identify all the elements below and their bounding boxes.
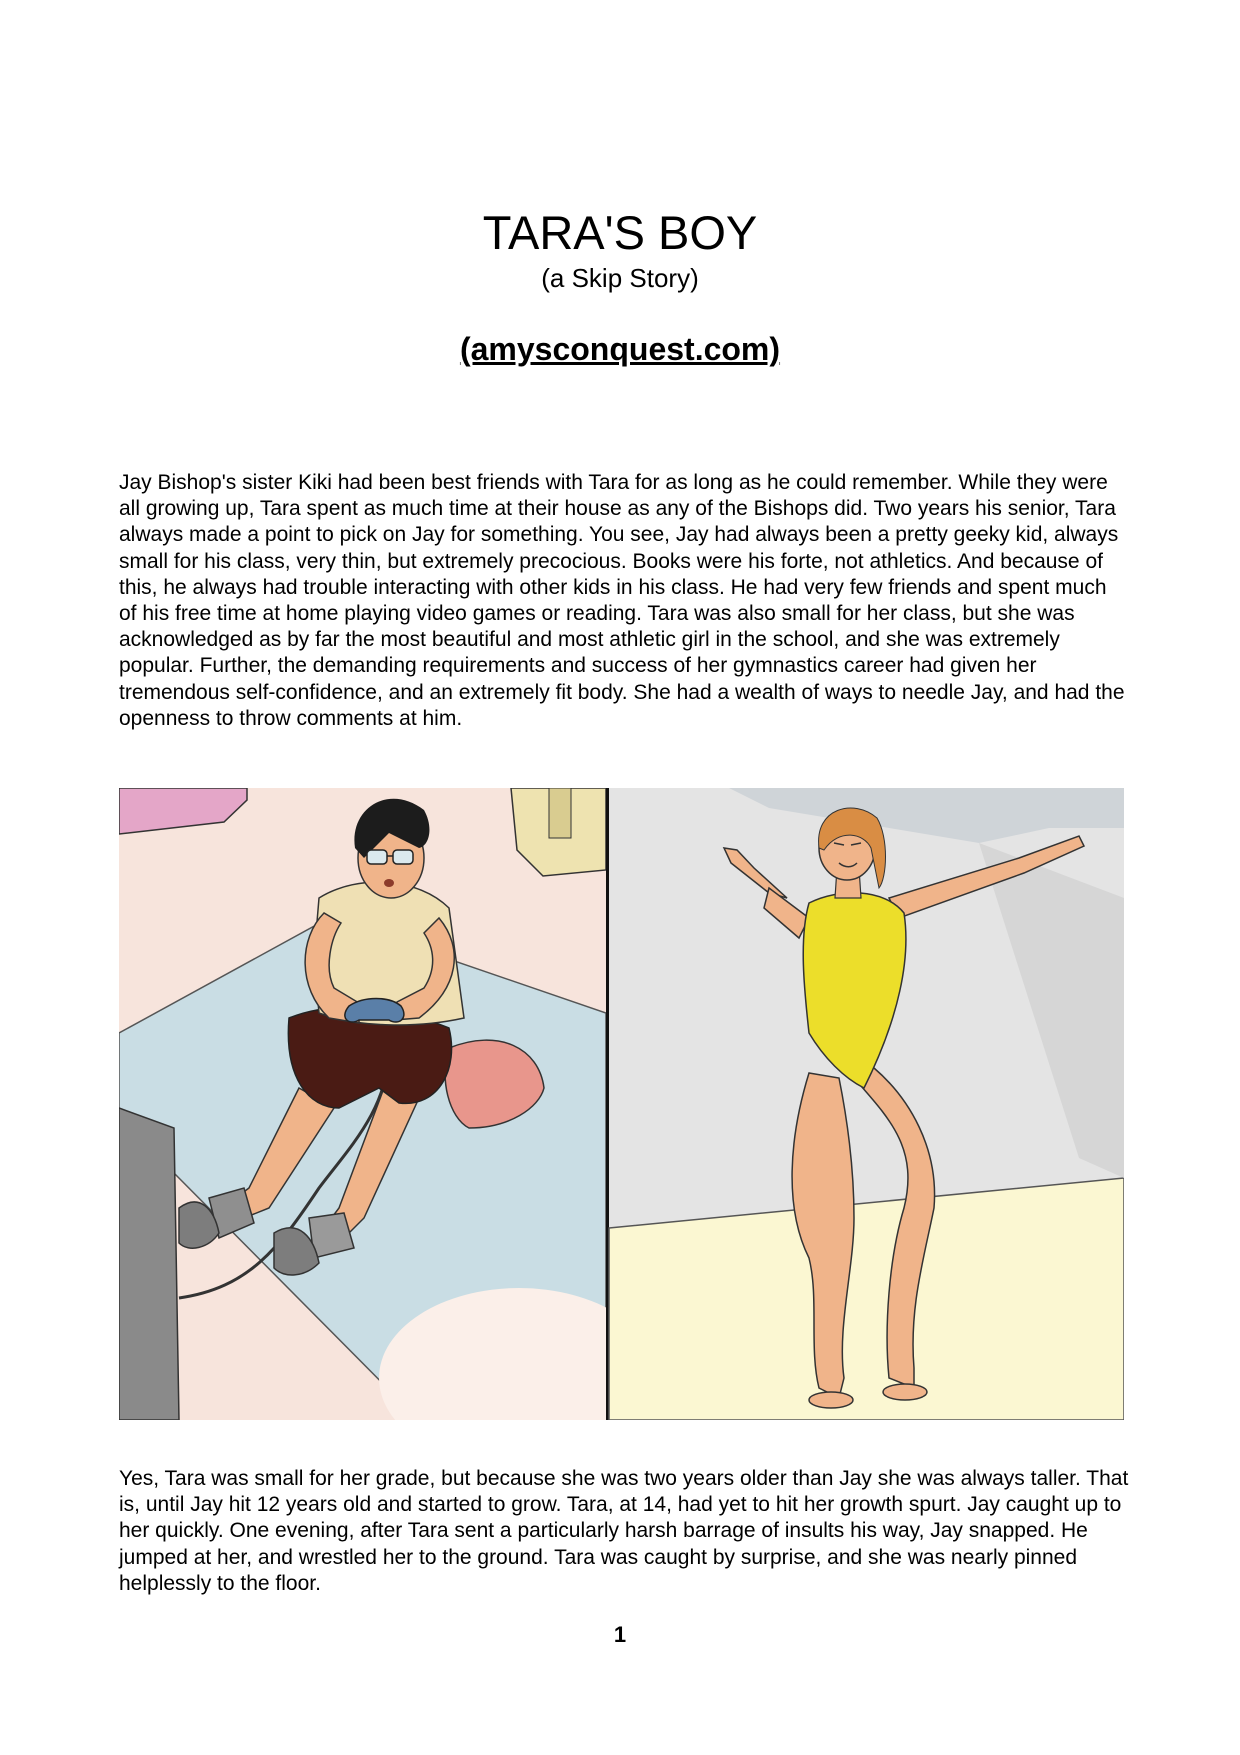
left-panel-boy-gaming [119,788,659,1420]
website-link[interactable]: (amysconquest.com) [459,331,781,367]
story-title: TARA'S BOY [482,206,758,259]
right-panel-girl-gymnast [609,788,1124,1420]
comic-illustration [119,788,1124,1420]
page-number: 1 [613,1622,627,1647]
story-subtitle: (a Skip Story) [541,263,699,293]
paragraph-intro: Jay Bishop's sister Kiki had been best friends with Tara for as long as he could remember. While they were all growing up, Tara spent as much time at their house as any of the Bishops did. Two years his senior, Tara always made a point to pick on Jay for something. You see, Jay had always been a pretty geeky kid, always small for his class, very thin, but extremely precocious. Books were his forte, not athletics. And because of this, he always had trouble interacting with other kids in his class. He had very few friends and spent much of his free time at home playing video games or reading. Tara was also small for her class, but she was acknowledged as by far the most beautiful and most athletic girl in the school, and she was extremely popular. Further, the demanding requirements and success of her gymnastics career had given her tremendous self-confidence, and an extremely fit body. She had a wealth of ways to needle Jay, and had the openness to throw comments at him. [119,471,1125,730]
paragraph-growth: Yes, Tara was small for her grade, but because she was two years older than Jay she was always taller. That is, until Jay hit 12 years old and started to grow. Tara, at 14, had yet to hit her growth spurt. Jay caught up to her quickly. One evening, after Tara sent a particularly harsh barrage of insults his way, Jay snapped. He jumped at her, and wrestled her to the ground. Tara was caught by surprise, and she was nearly pinned helplessly to the floor. [119,1467,1129,1595]
